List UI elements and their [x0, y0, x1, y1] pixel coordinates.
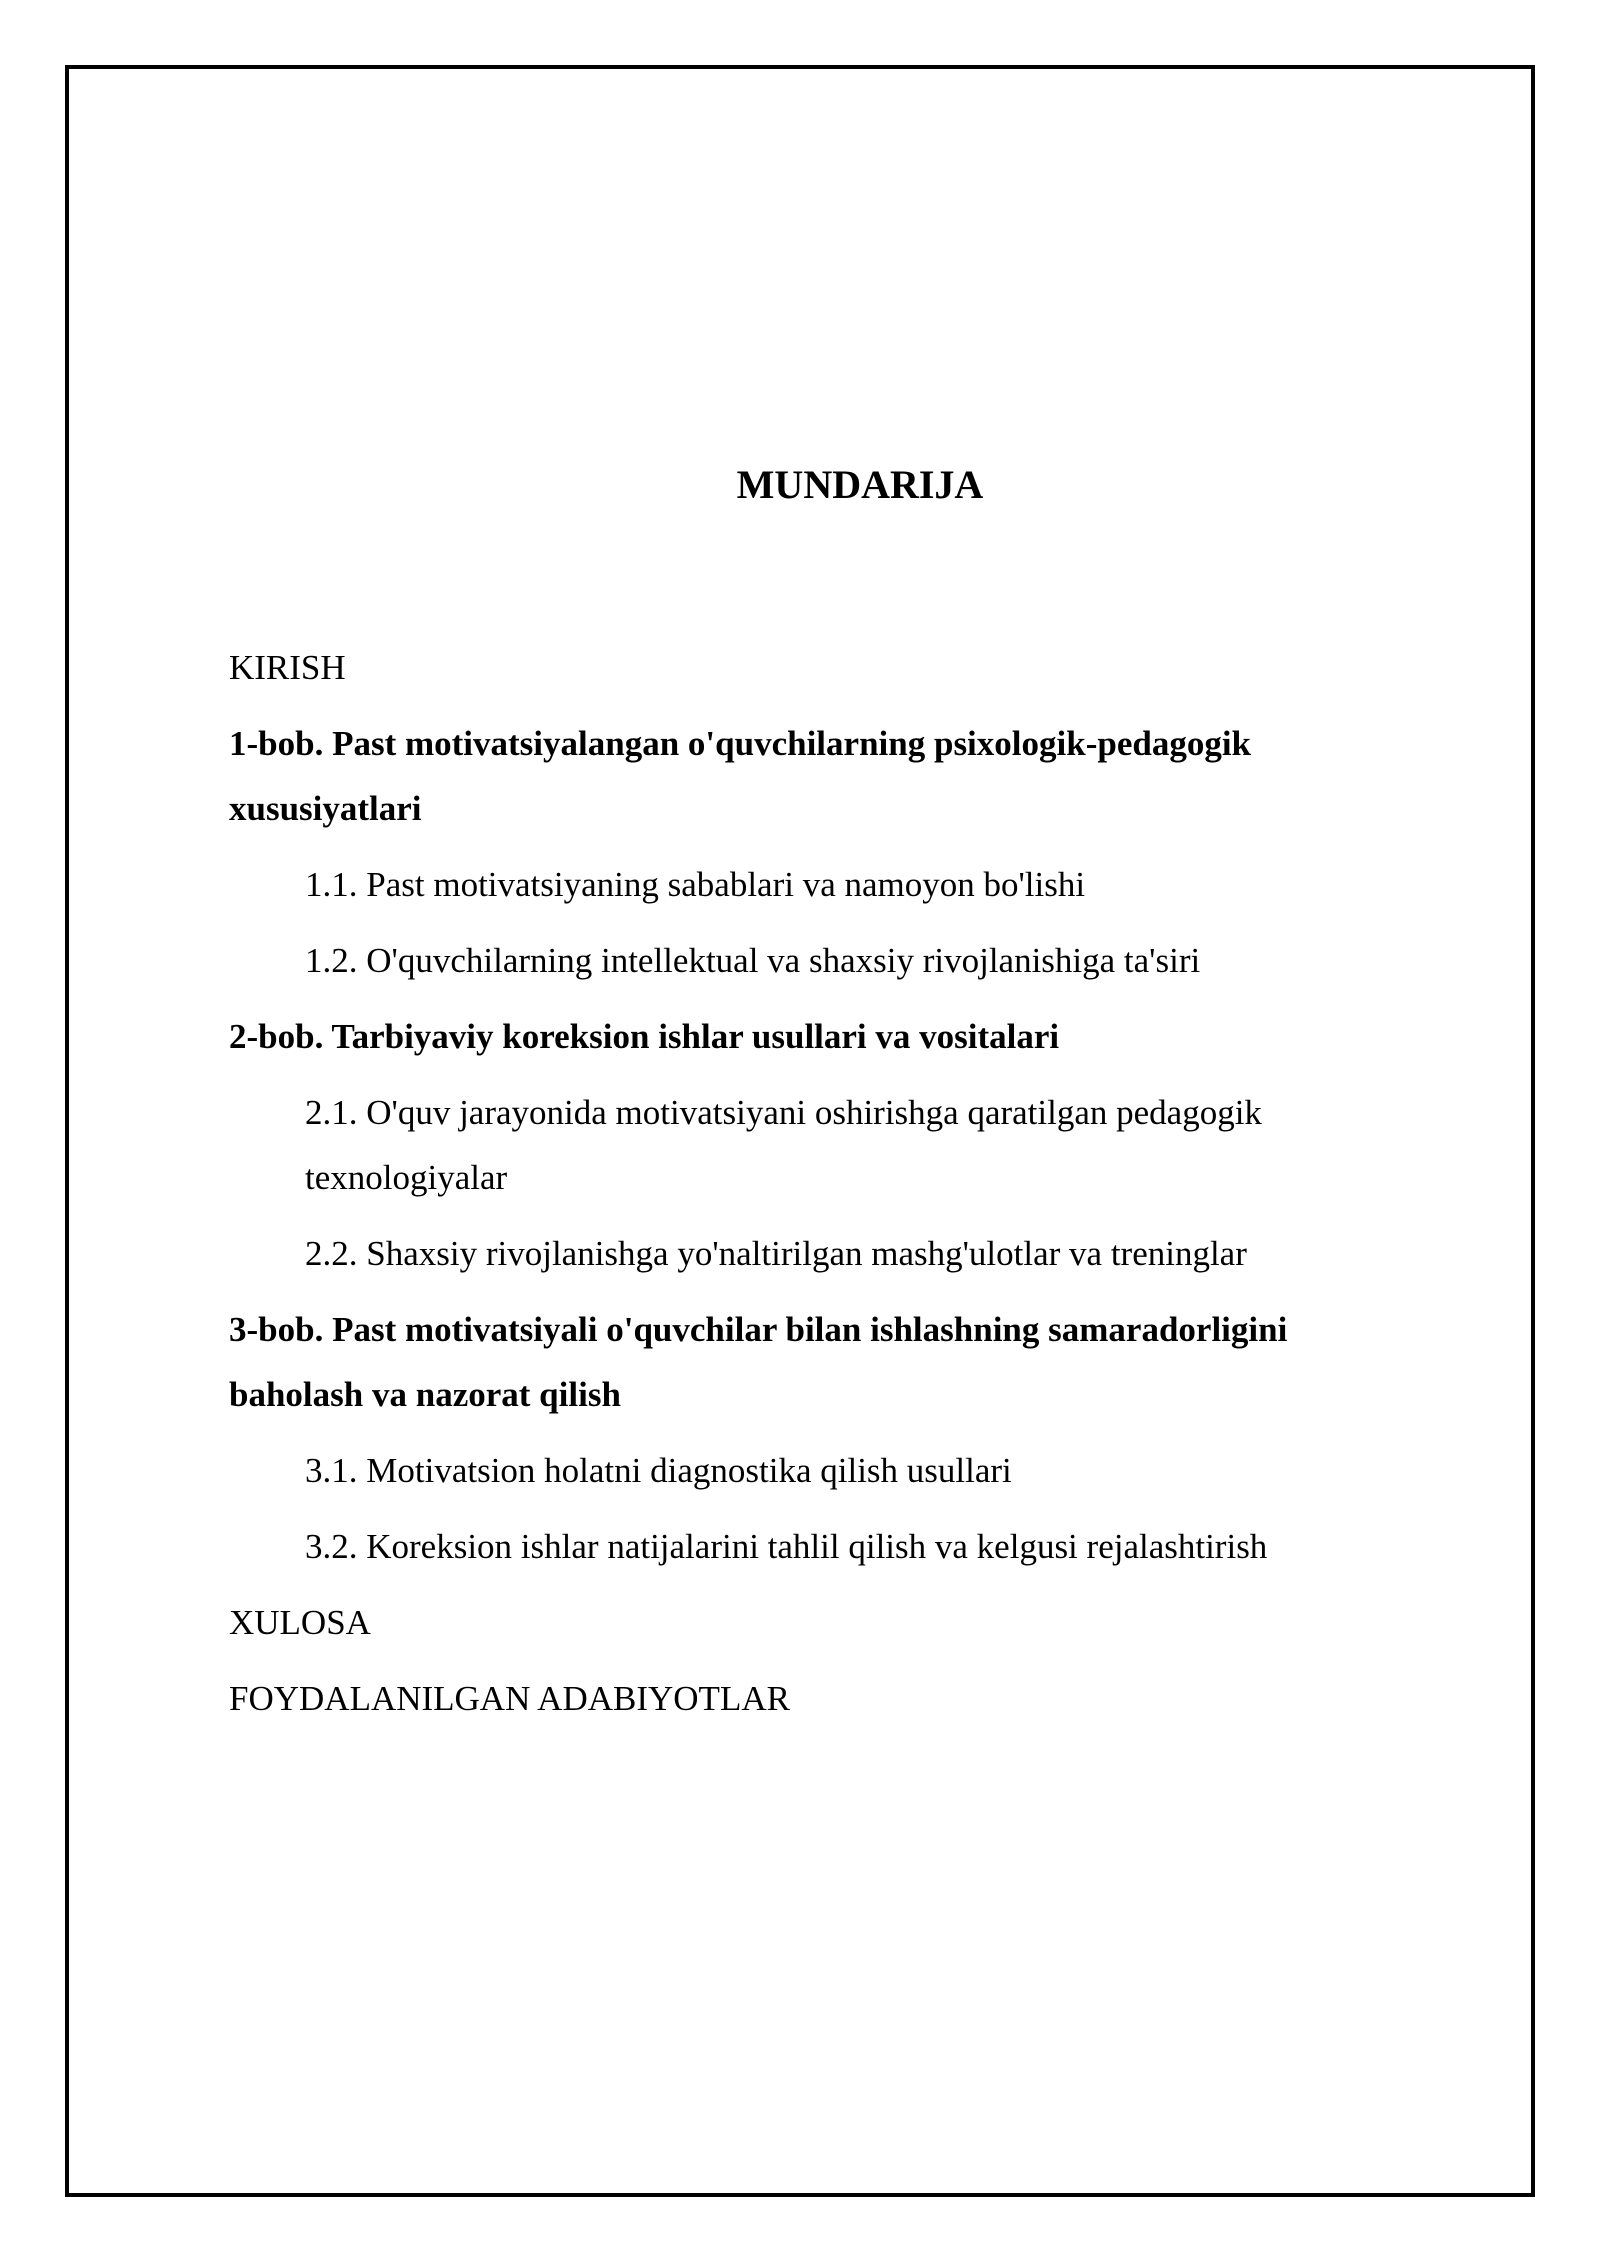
toc-section-1-2: 1.2. O'quvchilarning intellektual va shaxsiy rivojlanishiga ta'siri	[305, 941, 1201, 980]
toc-intro: KIRISH	[229, 648, 346, 687]
page-title: MUNDARIJA	[736, 462, 984, 507]
toc-section-2-2: 2.2. Shaxsiy rivojlanishga yo'naltirilgan mashg'ulotlar va treninglar	[305, 1234, 1247, 1273]
toc-chapter-1-title: 1-bob. Past motivatsiyalangan o'quvchilarning psixologik-pedagogik	[229, 724, 1252, 763]
toc-section-1-1: 1.1. Past motivatsiyaning sabablari va namoyon bo'lishi	[305, 865, 1086, 904]
toc-chapter-2-title: 2-bob. Tarbiyaviy koreksion ishlar usullari va vositalari	[229, 1017, 1060, 1056]
toc-section-3-2: 3.2. Koreksion ishlar natijalarini tahlil qilish va kelgusi rejalashtirish	[305, 1527, 1268, 1566]
toc-chapter-1-title-cont: xususiyatlari	[229, 789, 422, 828]
toc-section-3-1: 3.1. Motivatsion holatni diagnostika qilish usullari	[305, 1451, 1012, 1490]
toc-chapter-3-title: 3-bob. Past motivatsiyali o'quvchilar bilan ishlashning samaradorligini	[229, 1310, 1288, 1349]
toc-references: FOYDALANILGAN ADABIYOTLAR	[229, 1679, 790, 1718]
toc-section-2-1: 2.1. O'quv jarayonida motivatsiyani oshirishga qaratilgan pedagogik	[305, 1093, 1262, 1132]
toc-conclusion: XULOSA	[229, 1603, 371, 1642]
toc-section-2-1-cont: texnologiyalar	[305, 1158, 508, 1197]
toc-chapter-3-title-cont: baholash va nazorat qilish	[229, 1375, 621, 1414]
